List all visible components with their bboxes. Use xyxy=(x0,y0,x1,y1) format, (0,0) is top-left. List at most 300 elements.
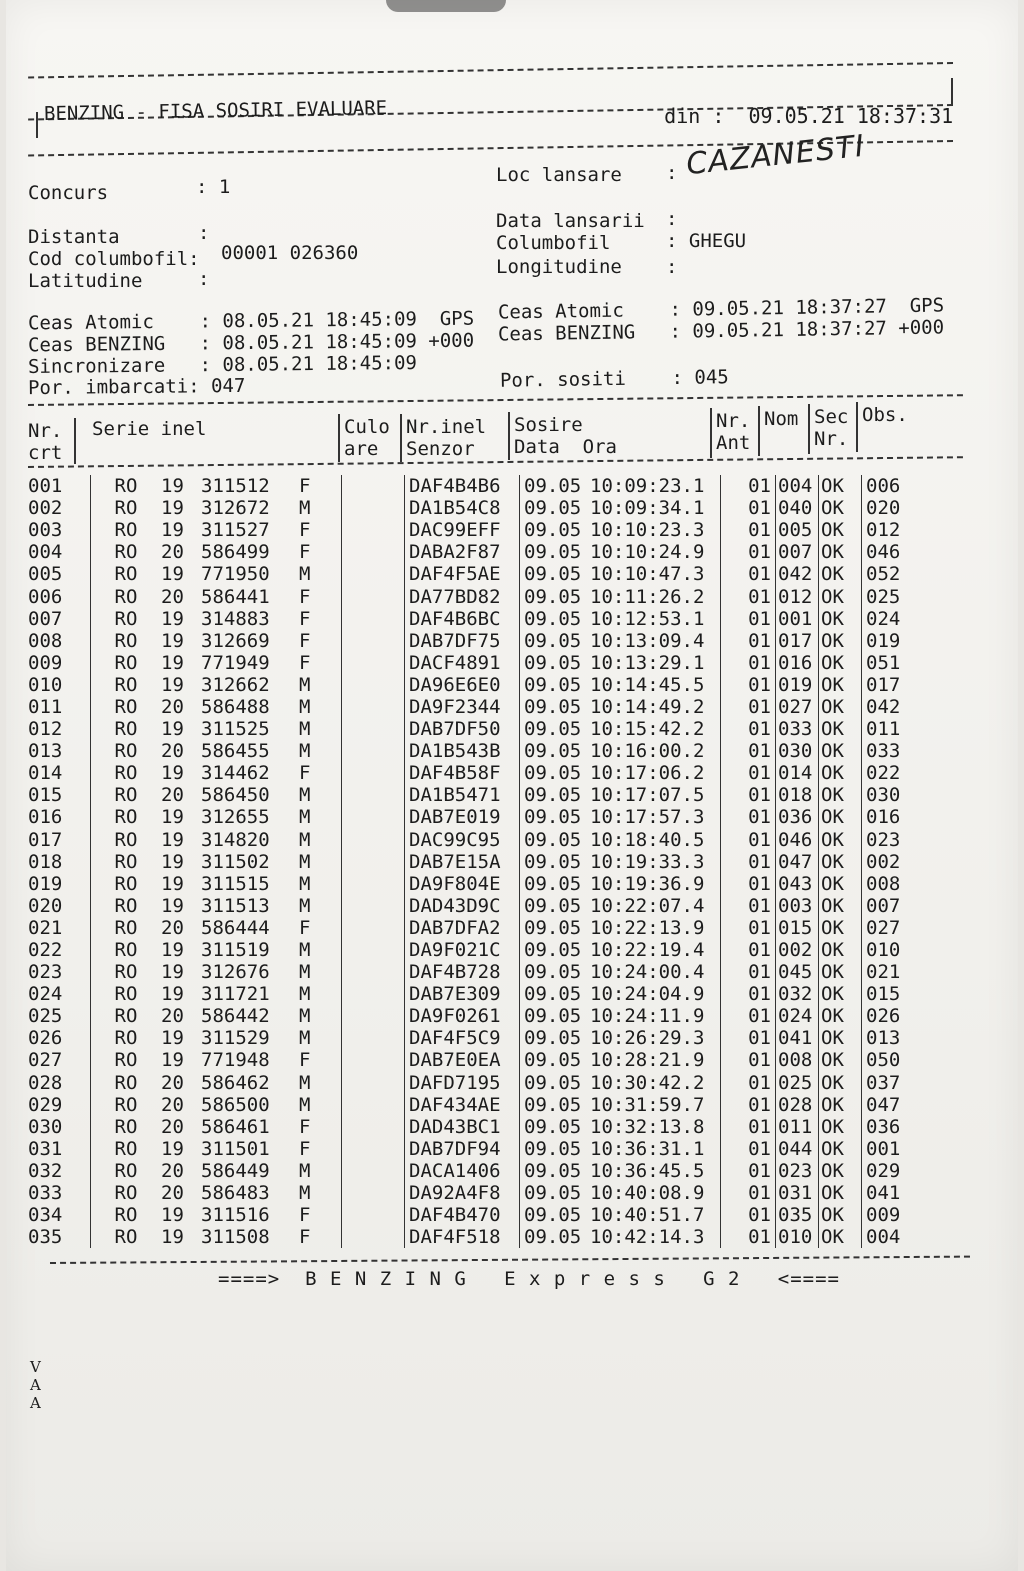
ring-country: RO xyxy=(114,740,138,763)
arrival-date: 09.05 xyxy=(524,784,582,807)
ring-number: 311508 xyxy=(201,1226,270,1249)
culoare-cell xyxy=(342,961,405,983)
sex: M xyxy=(299,740,342,762)
culoare-cell xyxy=(342,519,405,541)
left-sincronizare: Sincronizare : 08.05.21 18:45:09 xyxy=(27,351,418,379)
ring-year: 19 xyxy=(161,607,184,630)
nom: 028 xyxy=(776,1094,819,1116)
sec-status: OK xyxy=(819,1005,862,1027)
ring-country: RO xyxy=(114,1182,138,1205)
ring-country: RO xyxy=(114,1204,138,1227)
row-nr: 022 xyxy=(28,939,91,961)
row-nr: 011 xyxy=(28,696,91,718)
columbofil-label: Columbofil xyxy=(496,232,611,254)
sec-status: OK xyxy=(819,806,862,828)
arrival-date: 09.05 xyxy=(524,629,582,652)
ring-year: 19 xyxy=(161,1226,184,1249)
ring-country: RO xyxy=(114,1005,138,1028)
obs: 026 xyxy=(866,1005,901,1028)
arrival-time: 10:18:40.5 xyxy=(590,829,721,851)
sex: M xyxy=(299,784,342,806)
arrival-date: 09.05 xyxy=(524,916,582,939)
nr-ant: 01 xyxy=(721,1072,776,1094)
cod-columbofil-label: Cod columbofil: xyxy=(28,248,200,270)
arrival-date: 09.05 xyxy=(524,740,582,763)
sec-status: OK xyxy=(819,519,862,541)
sex: F xyxy=(299,519,342,541)
din-label: din : xyxy=(664,104,725,128)
table-row xyxy=(28,674,926,696)
obs: 051 xyxy=(866,651,901,674)
obs: 047 xyxy=(866,1093,901,1116)
sensor-ring: DA1B543B xyxy=(405,740,520,762)
nom: 040 xyxy=(776,497,819,519)
arrival-date: 09.05 xyxy=(524,1226,582,1249)
header-left-bar xyxy=(36,112,38,138)
sensor-ring: DAB7DF75 xyxy=(405,630,520,652)
culoare-cell xyxy=(342,895,405,917)
table-row xyxy=(28,519,926,541)
nom: 032 xyxy=(776,983,819,1005)
sex: M xyxy=(299,718,342,740)
ring-number: 312662 xyxy=(201,673,270,696)
ring-country: RO xyxy=(114,1159,138,1182)
table-row xyxy=(28,784,926,806)
arrival-date: 09.05 xyxy=(524,850,582,873)
nom: 042 xyxy=(776,563,819,585)
ring-country: RO xyxy=(114,673,138,696)
distanta-label: Distanta xyxy=(28,226,120,248)
nr-ant: 01 xyxy=(721,1005,776,1027)
ring-number: 311516 xyxy=(201,1204,270,1227)
culoare-cell xyxy=(342,762,405,784)
culoare-cell xyxy=(342,541,405,563)
arrival-date: 09.05 xyxy=(524,585,582,608)
nom: 030 xyxy=(776,740,819,762)
row-nr: 009 xyxy=(28,652,91,674)
ring-year: 19 xyxy=(161,806,184,829)
sensor-ring: DAB7E15A xyxy=(405,851,520,873)
sex: F xyxy=(299,917,342,939)
arrival-time: 10:19:36.9 xyxy=(590,873,721,895)
nom: 047 xyxy=(776,851,819,873)
culoare-cell xyxy=(342,1226,405,1248)
ring-country: RO xyxy=(114,872,138,895)
sensor-ring: DAB7DF94 xyxy=(405,1138,520,1160)
nr-ant: 01 xyxy=(721,585,776,607)
nom: 044 xyxy=(776,1138,819,1160)
table-row xyxy=(28,585,926,607)
arrival-time: 10:36:31.1 xyxy=(590,1138,721,1160)
arrival-date: 09.05 xyxy=(524,1049,582,1072)
arrival-date: 09.05 xyxy=(524,806,582,829)
sensor-ring: DAF4F5AE xyxy=(405,563,520,585)
sex: M xyxy=(299,961,342,983)
table-row xyxy=(28,1138,926,1160)
arrival-time: 10:12:53.1 xyxy=(590,608,721,630)
sex: M xyxy=(299,983,342,1005)
ring-year: 19 xyxy=(161,983,184,1006)
sec-status: OK xyxy=(819,1027,862,1049)
ring-year: 19 xyxy=(161,961,184,984)
ring-year: 19 xyxy=(161,850,184,873)
obs: 022 xyxy=(866,762,901,785)
culoare-cell xyxy=(342,652,405,674)
top-edge-mark xyxy=(386,0,506,12)
nr-ant: 01 xyxy=(721,1204,776,1226)
sex: M xyxy=(299,674,342,696)
ring-year: 20 xyxy=(161,585,184,608)
sex: M xyxy=(299,806,342,828)
sex: F xyxy=(299,608,342,630)
row-nr: 031 xyxy=(28,1138,91,1160)
sex: M xyxy=(299,696,342,718)
arrival-time: 10:26:29.3 xyxy=(590,1027,721,1049)
row-nr: 010 xyxy=(28,674,91,696)
arrival-date: 09.05 xyxy=(524,1071,582,1094)
row-nr: 007 xyxy=(28,608,91,630)
arrival-date: 09.05 xyxy=(524,961,582,984)
right-por-sositi: Por. sositi : 045 xyxy=(499,366,729,392)
sensor-ring: DAF4B4B6 xyxy=(405,475,520,497)
culoare-cell xyxy=(342,784,405,806)
sec-status: OK xyxy=(819,829,862,851)
ring-year: 19 xyxy=(161,673,184,696)
longitudine-value: : xyxy=(666,256,678,278)
arrival-time: 10:09:23.1 xyxy=(590,475,721,497)
sec-status: OK xyxy=(819,1116,862,1138)
sensor-ring: DAB7E309 xyxy=(405,983,520,1005)
table-row xyxy=(28,1182,926,1204)
obs: 013 xyxy=(866,1027,901,1050)
ring-number: 312655 xyxy=(201,806,270,829)
sensor-ring: DA1B54C8 xyxy=(405,497,520,519)
sensor-ring: DACF4891 xyxy=(405,652,520,674)
ring-number: 311502 xyxy=(201,850,270,873)
sensor-ring: DA9F021C xyxy=(405,939,520,961)
nom: 035 xyxy=(776,1204,819,1226)
arrival-time: 10:10:24.9 xyxy=(590,541,721,563)
obs: 036 xyxy=(866,1115,901,1138)
row-nr: 014 xyxy=(28,762,91,784)
sex: M xyxy=(299,1072,342,1094)
ring-number: 586450 xyxy=(201,784,270,807)
row-nr: 006 xyxy=(28,585,91,607)
table-row xyxy=(28,630,926,652)
ring-number: 312672 xyxy=(201,497,270,520)
ring-number: 311525 xyxy=(201,718,270,741)
cod-columbofil-value: 00001 026360 xyxy=(221,242,359,264)
sex: M xyxy=(299,939,342,961)
ring-country: RO xyxy=(114,1027,138,1050)
nom: 010 xyxy=(776,1226,819,1248)
obs: 023 xyxy=(866,828,901,851)
nom: 007 xyxy=(776,541,819,563)
hsep-4 xyxy=(508,412,510,460)
nom: 004 xyxy=(776,475,819,497)
table-row xyxy=(28,983,926,1005)
nom: 033 xyxy=(776,718,819,740)
ring-number: 586449 xyxy=(201,1159,270,1182)
table-row xyxy=(28,762,926,784)
arrival-date: 09.05 xyxy=(524,563,582,586)
obs: 019 xyxy=(866,629,901,652)
sec-status: OK xyxy=(819,1160,862,1182)
left-por-imbarcati: Por. imbarcati: 047 xyxy=(27,374,246,400)
arrival-time: 10:30:42.2 xyxy=(590,1072,721,1094)
row-nr: 017 xyxy=(28,829,91,851)
sex: F xyxy=(299,1049,342,1071)
sensor-ring: DAD43BC1 xyxy=(405,1116,520,1138)
nr-ant: 01 xyxy=(721,784,776,806)
table-row xyxy=(28,873,926,895)
nr-ant: 01 xyxy=(721,895,776,917)
ring-country: RO xyxy=(114,585,138,608)
left-ceas-benzing: Ceas BENZING : 08.05.21 18:45:09 +000 xyxy=(27,329,475,357)
row-nr: 028 xyxy=(28,1072,91,1094)
table-row xyxy=(28,1072,926,1094)
arrival-date: 09.05 xyxy=(524,1093,582,1116)
table-row xyxy=(28,1204,926,1226)
header-nr-ant: Nr. Ant xyxy=(716,410,751,454)
row-nr: 012 xyxy=(28,718,91,740)
obs: 006 xyxy=(866,475,901,498)
obs: 015 xyxy=(866,983,901,1006)
arrival-time: 10:11:26.2 xyxy=(590,585,721,607)
arrival-time: 10:42:14.3 xyxy=(590,1226,721,1248)
obs: 010 xyxy=(866,939,901,962)
arrival-date: 09.05 xyxy=(524,1182,582,1205)
table-row xyxy=(28,1027,926,1049)
ring-country: RO xyxy=(114,1137,138,1160)
sex: M xyxy=(299,873,342,895)
culoare-cell xyxy=(342,1072,405,1094)
ring-year: 19 xyxy=(161,828,184,851)
ring-year: 19 xyxy=(161,497,184,520)
row-nr: 032 xyxy=(28,1160,91,1182)
obs: 004 xyxy=(866,1226,901,1249)
sex: M xyxy=(299,851,342,873)
sensor-ring: DAF4B58F xyxy=(405,762,520,784)
nr-ant: 01 xyxy=(721,961,776,983)
table-row xyxy=(28,696,926,718)
culoare-cell xyxy=(342,1204,405,1226)
sensor-ring: DABA2F87 xyxy=(405,541,520,563)
nr-ant: 01 xyxy=(721,983,776,1005)
ring-country: RO xyxy=(114,651,138,674)
nr-ant: 01 xyxy=(721,873,776,895)
arrival-time: 10:19:33.3 xyxy=(590,851,721,873)
ring-number: 771949 xyxy=(201,651,270,674)
ring-year: 20 xyxy=(161,1005,184,1028)
culoare-cell xyxy=(342,718,405,740)
obs: 029 xyxy=(866,1159,901,1182)
ring-country: RO xyxy=(114,1049,138,1072)
arrival-date: 09.05 xyxy=(524,673,582,696)
hsep-8 xyxy=(856,402,858,452)
header-culoare: Culo are xyxy=(344,416,390,460)
ring-year: 20 xyxy=(161,1182,184,1205)
obs: 011 xyxy=(866,718,901,741)
ring-year: 19 xyxy=(161,1027,184,1050)
row-nr: 035 xyxy=(28,1226,91,1248)
nr-ant: 01 xyxy=(721,762,776,784)
ring-year: 19 xyxy=(161,1137,184,1160)
arrival-time: 10:17:07.5 xyxy=(590,784,721,806)
nom: 027 xyxy=(776,696,819,718)
sex: F xyxy=(299,541,342,563)
nr-ant: 01 xyxy=(721,541,776,563)
header-nr-crt: Nr. crt xyxy=(28,420,63,464)
nr-ant: 01 xyxy=(721,674,776,696)
nr-ant: 01 xyxy=(721,1226,776,1248)
arrival-time: 10:24:00.4 xyxy=(590,961,721,983)
ring-year: 19 xyxy=(161,651,184,674)
row-nr: 029 xyxy=(28,1094,91,1116)
ring-number: 314820 xyxy=(201,828,270,851)
arrivals-table xyxy=(28,475,926,1248)
latitudine-label: Latitudine xyxy=(28,270,143,292)
arrival-date: 09.05 xyxy=(524,718,582,741)
table-row xyxy=(28,939,926,961)
ring-country: RO xyxy=(114,762,138,785)
sex: F xyxy=(299,475,342,497)
sec-status: OK xyxy=(819,630,862,652)
row-nr: 001 xyxy=(28,475,91,497)
arrival-date: 09.05 xyxy=(524,651,582,674)
obs: 008 xyxy=(866,872,901,895)
culoare-cell xyxy=(342,983,405,1005)
nom: 011 xyxy=(776,1116,819,1138)
sex: F xyxy=(299,652,342,674)
row-nr: 004 xyxy=(28,541,91,563)
ring-year: 19 xyxy=(161,1049,184,1072)
nr-ant: 01 xyxy=(721,1049,776,1071)
row-nr: 025 xyxy=(28,1005,91,1027)
nr-ant: 01 xyxy=(721,1027,776,1049)
arrival-date: 09.05 xyxy=(524,1027,582,1050)
row-nr: 030 xyxy=(28,1116,91,1138)
hsep-3 xyxy=(400,414,402,462)
ring-year: 19 xyxy=(161,519,184,542)
nom: 002 xyxy=(776,939,819,961)
nr-ant: 01 xyxy=(721,630,776,652)
nom: 023 xyxy=(776,1160,819,1182)
nom: 016 xyxy=(776,652,819,674)
table-row xyxy=(28,541,926,563)
din-value: 09.05.21 18:37:31 xyxy=(748,104,954,128)
nom: 015 xyxy=(776,917,819,939)
sex: F xyxy=(299,585,342,607)
ring-number: 586488 xyxy=(201,695,270,718)
table-row xyxy=(28,1226,926,1248)
sensor-ring: DAF4B470 xyxy=(405,1204,520,1226)
footer-banner: ====> B E N Z I N G E x p r e s s G 2 <==== xyxy=(218,1268,840,1290)
sec-status: OK xyxy=(819,784,862,806)
nom: 018 xyxy=(776,784,819,806)
ring-country: RO xyxy=(114,983,138,1006)
obs: 016 xyxy=(866,806,901,829)
sex: M xyxy=(299,895,342,917)
sec-status: OK xyxy=(819,1182,862,1204)
nr-ant: 01 xyxy=(721,851,776,873)
sec-status: OK xyxy=(819,895,862,917)
ring-country: RO xyxy=(114,806,138,829)
row-nr: 016 xyxy=(28,806,91,828)
arrival-time: 10:14:49.2 xyxy=(590,696,721,718)
ring-number: 771950 xyxy=(201,563,270,586)
ring-year: 20 xyxy=(161,1093,184,1116)
ring-number: 311527 xyxy=(201,519,270,542)
ring-year: 20 xyxy=(161,541,184,564)
ring-number: 586444 xyxy=(201,916,270,939)
margin-mark: V A A xyxy=(30,1358,41,1412)
sensor-ring: DA77BD82 xyxy=(405,585,520,607)
header-senzor: Nr.inel Senzor xyxy=(406,416,487,460)
nom: 003 xyxy=(776,895,819,917)
sensor-ring: DA9F2344 xyxy=(405,696,520,718)
sec-status: OK xyxy=(819,475,862,497)
latitudine-value: : xyxy=(198,268,210,290)
sensor-ring: DA92A4F8 xyxy=(405,1182,520,1204)
sec-status: OK xyxy=(819,652,862,674)
nr-ant: 01 xyxy=(721,939,776,961)
ring-country: RO xyxy=(114,1115,138,1138)
sex: M xyxy=(299,1027,342,1049)
arrival-time: 10:10:47.3 xyxy=(590,563,721,585)
printout-sheet xyxy=(6,0,1018,1571)
sensor-ring: DAB7DF50 xyxy=(405,718,520,740)
sec-status: OK xyxy=(819,1072,862,1094)
sec-status: OK xyxy=(819,1204,862,1226)
data-lansarii-value: : xyxy=(666,208,678,230)
ring-year: 20 xyxy=(161,1071,184,1094)
data-lansarii-label: Data lansarii xyxy=(496,210,645,232)
ring-year: 19 xyxy=(161,894,184,917)
sec-status: OK xyxy=(819,1226,862,1248)
nom: 012 xyxy=(776,585,819,607)
culoare-cell xyxy=(342,475,405,497)
longitudine-label: Longitudine xyxy=(496,256,622,278)
loc-lansare-colon: : xyxy=(666,162,678,184)
nom: 008 xyxy=(776,1049,819,1071)
arrival-time: 10:24:11.9 xyxy=(590,1005,721,1027)
nr-ant: 01 xyxy=(721,740,776,762)
arrival-date: 09.05 xyxy=(524,695,582,718)
sensor-ring: DACA1406 xyxy=(405,1160,520,1182)
arrival-date: 09.05 xyxy=(524,475,582,498)
ring-year: 19 xyxy=(161,629,184,652)
ring-country: RO xyxy=(114,828,138,851)
sex: F xyxy=(299,1204,342,1226)
table-row xyxy=(28,608,926,630)
sex: F xyxy=(299,1226,342,1248)
ring-number: 586462 xyxy=(201,1071,270,1094)
culoare-cell xyxy=(342,873,405,895)
nr-ant: 01 xyxy=(721,917,776,939)
obs: 025 xyxy=(866,585,901,608)
nom: 024 xyxy=(776,1005,819,1027)
arrival-time: 10:22:19.4 xyxy=(590,939,721,961)
header-top-rule xyxy=(28,62,953,79)
nr-ant: 01 xyxy=(721,563,776,585)
arrival-time: 10:09:34.1 xyxy=(590,497,721,519)
table-row xyxy=(28,1005,926,1027)
nom: 017 xyxy=(776,630,819,652)
ring-year: 19 xyxy=(161,718,184,741)
culoare-cell xyxy=(342,1138,405,1160)
ring-country: RO xyxy=(114,916,138,939)
